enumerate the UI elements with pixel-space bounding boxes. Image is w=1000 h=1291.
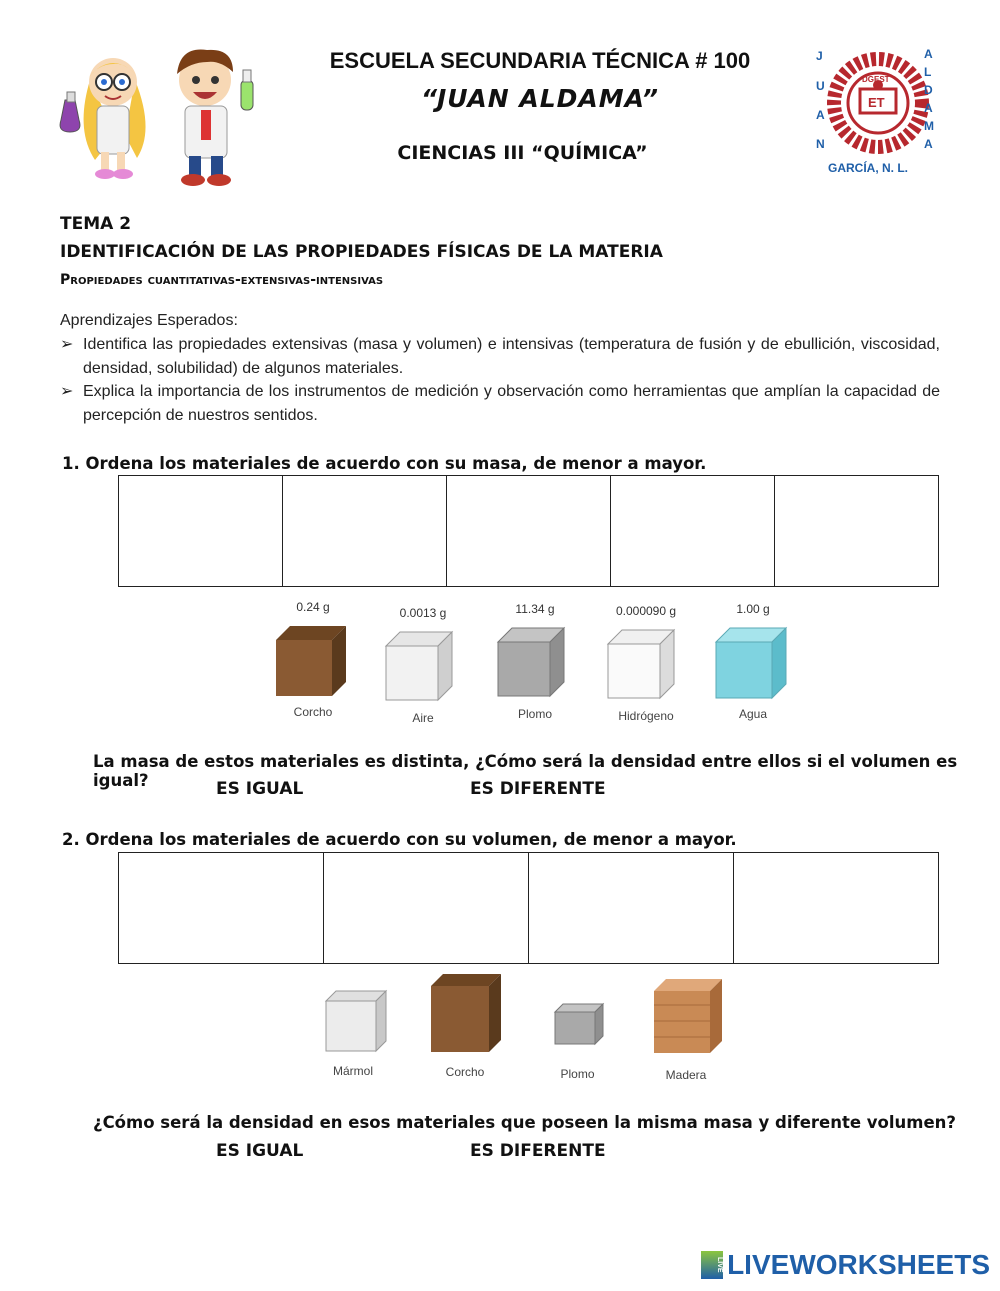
q2-material-marmol[interactable] (318, 985, 388, 1080)
q1-option-igual[interactable]: ES IGUAL (216, 779, 304, 799)
school-name: ESCUELA SECUNDARIA TÉCNICA # 100 (329, 48, 751, 73)
material-name: Plomo (517, 707, 552, 721)
logo-letter-j: J (816, 49, 823, 63)
mass-label: 1.00 g (736, 602, 770, 616)
logo-letter-u: U (816, 79, 825, 93)
material-name: Mármol (332, 1064, 373, 1078)
school-title: “JUAN ALDAMA” (420, 84, 660, 113)
learning-item-1: ➢ Identifica las propiedades extensivas (masa y volumen) e intensivas (temperatura de fusión y de ebullición, viscosidad, densidad, solubilidad) de algunos materiales. (60, 333, 940, 381)
q2-material-corcho[interactable] (425, 970, 505, 1080)
wood-cube-icon (646, 975, 726, 1053)
lead-cube-icon (490, 620, 580, 702)
school-logo (808, 45, 948, 180)
logo-letter-r4: A (924, 101, 933, 115)
liveworksheets-brand (701, 1249, 990, 1281)
q2-prompt: 2. Ordena los materiales de acuerdo con su volumen, de menor a mayor. (62, 830, 737, 849)
material-name: Plomo (560, 1067, 595, 1081)
lead-cube-icon (545, 1000, 610, 1048)
material-name: Agua (738, 707, 768, 721)
learning-item-2: ➢ Explica la importancia de los instrumentos de medición y observación como herramientas que amplían la capacidad de percepción de nuestros sentidos. (60, 380, 940, 428)
scientists-illustration (55, 40, 280, 190)
mass-label: 0.24 g (296, 600, 330, 614)
q1-drop-slot-4[interactable] (611, 476, 775, 586)
mass-label: 11.34 g (515, 602, 555, 616)
q1-answer-boxes (118, 475, 939, 587)
q1-material-aire[interactable] (378, 606, 468, 724)
topic-subtitle: Propiedades cuantitativas-extensivas-intensivas (60, 272, 384, 288)
q1-drop-slot-5[interactable] (775, 476, 938, 586)
tema-heading: TEMA 2 (60, 214, 132, 234)
hydrogen-cube-icon (600, 622, 690, 704)
liveworksheets-text: LIVEWORKSHEETS (727, 1249, 990, 1280)
material-name: Hidrógeno (618, 709, 674, 723)
q1-followup: La masa de estos materiales es distinta, ¿Cómo será la densidad entre ellos si el volumen es igual? (93, 752, 958, 790)
q2-followup: ¿Cómo será la densidad en esos materiales que poseen la misma masa y diferente volumen? (93, 1113, 956, 1132)
q1-material-agua[interactable] (708, 602, 798, 720)
water-cube-icon (708, 620, 798, 702)
q2-material-madera[interactable] (646, 975, 726, 1080)
mass-label: 0.000090 g (615, 604, 677, 618)
q1-option-diferente[interactable]: ES DIFERENTE (470, 779, 606, 799)
liveworksheets-logo-icon: LIVE (701, 1251, 723, 1279)
logo-letter-a: A (816, 108, 825, 122)
q1-drop-slot-1[interactable] (119, 476, 283, 586)
logo-letter-r1: A (924, 47, 933, 61)
q2-material-plomo[interactable] (545, 1000, 610, 1080)
q2-drop-slot-1[interactable] (119, 853, 324, 963)
q2-option-igual[interactable]: ES IGUAL (216, 1141, 304, 1161)
logo-city: GARCÍA, N. L. (828, 161, 908, 175)
material-name: Aire (412, 711, 434, 725)
cork-cube-icon (268, 618, 358, 700)
q2-answer-boxes (118, 852, 939, 964)
material-name: Corcho (445, 1065, 485, 1079)
q1-prompt: 1. Ordena los materiales de acuerdo con su masa, de menor a mayor. (62, 454, 707, 473)
logo-emblem-text: DGEST (862, 75, 890, 84)
logo-letter-r2: L (924, 65, 932, 79)
subject-title: CIENCIAS III “QUÍMICA” (397, 142, 648, 164)
q2-drop-slot-4[interactable] (734, 853, 938, 963)
logo-letter-n: N (816, 137, 825, 151)
arrow-bullet-icon: ➢ (60, 383, 74, 400)
q1-material-corcho[interactable] (268, 600, 358, 722)
logo-emblem-initials: ET (868, 95, 885, 110)
q1-drop-slot-2[interactable] (283, 476, 447, 586)
air-cube-icon (378, 624, 468, 706)
mass-label: 0.0013 g (399, 606, 447, 620)
logo-letter-r6: A (924, 137, 933, 151)
logo-letter-r5: M (924, 119, 934, 133)
q2-drop-slot-2[interactable] (324, 853, 529, 963)
q1-material-plomo[interactable] (490, 602, 580, 720)
marble-cube-icon (318, 985, 388, 1053)
cork-cube-icon (425, 970, 505, 1054)
material-name: Madera (665, 1068, 707, 1082)
q2-drop-slot-3[interactable] (529, 853, 734, 963)
topic-title: IDENTIFICACIÓN DE LAS PROPIEDADES FÍSICAS DE LA MATERIA (60, 242, 663, 262)
q2-option-diferente[interactable]: ES DIFERENTE (470, 1141, 606, 1161)
logo-letter-r3: D (924, 83, 933, 97)
q1-material-hidrogeno[interactable] (600, 604, 692, 722)
material-name: Corcho (293, 705, 333, 719)
learning-heading: Aprendizajes Esperados: (60, 312, 238, 329)
q1-drop-slot-3[interactable] (447, 476, 611, 586)
arrow-bullet-icon: ➢ (60, 336, 74, 353)
